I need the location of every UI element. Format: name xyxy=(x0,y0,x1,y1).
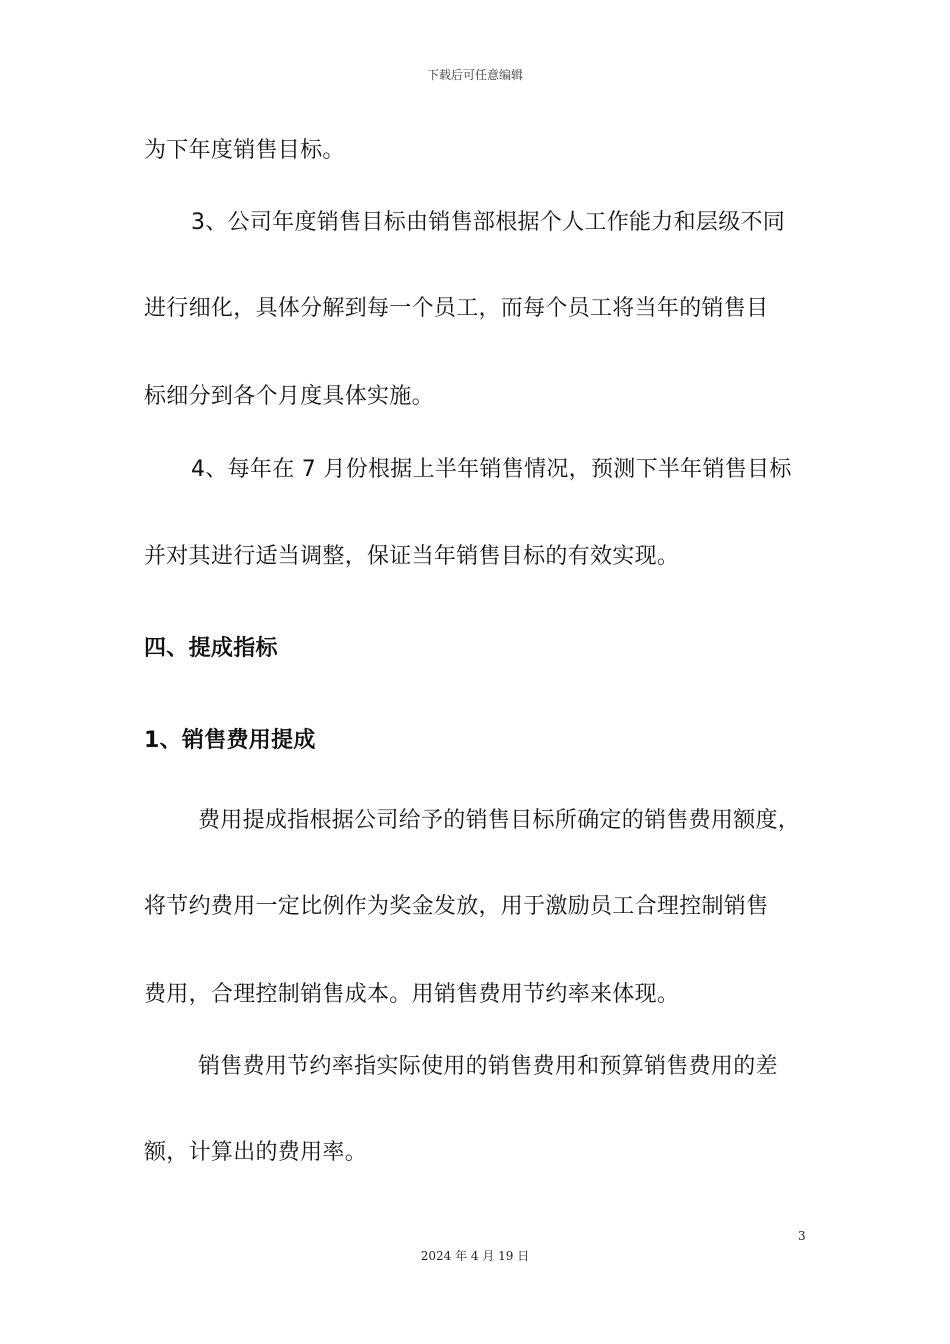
paragraph-line: 销售费用节约率指实际使用的销售费用和预算销售费用的差 xyxy=(198,1054,778,1079)
page-number: 3 xyxy=(798,1229,806,1243)
subsection-heading: 1、销售费用提成 xyxy=(144,728,316,753)
paragraph-line: 额，计算出的费用率。 xyxy=(144,1140,368,1165)
paragraph-line: 费用提成指根据公司给予的销售目标所确定的销售费用额度， xyxy=(198,808,801,833)
section-heading: 四、提成指标 xyxy=(144,636,278,661)
paragraph-line: 并对其进行适当调整，保证当年销售目标的有效实现。 xyxy=(144,544,680,569)
paragraph-line: 将节约费用一定比例作为奖金发放，用于激励员工合理控制销售 xyxy=(144,894,769,919)
page-header-note: 下载后可任意编辑 xyxy=(426,68,523,82)
footer-date: 2024 年 4 月 19 日 xyxy=(420,1249,530,1263)
paragraph-line: 进行细化，具体分解到每一个员工，而每个员工将当年的销售目 xyxy=(144,296,769,321)
paragraph-line: 为下年度销售目标。 xyxy=(144,138,345,163)
paragraph-line: 标细分到各个月度具体实施。 xyxy=(144,384,434,409)
paragraph-line: 3、公司年度销售目标由销售部根据个人工作能力和层级不同 xyxy=(191,210,786,235)
paragraph-line: 费用，合理控制销售成本。用销售费用节约率来体现。 xyxy=(144,982,680,1007)
paragraph-line: 4、每年在 7 月份根据上半年销售情况，预测下半年销售目标 xyxy=(191,457,792,482)
